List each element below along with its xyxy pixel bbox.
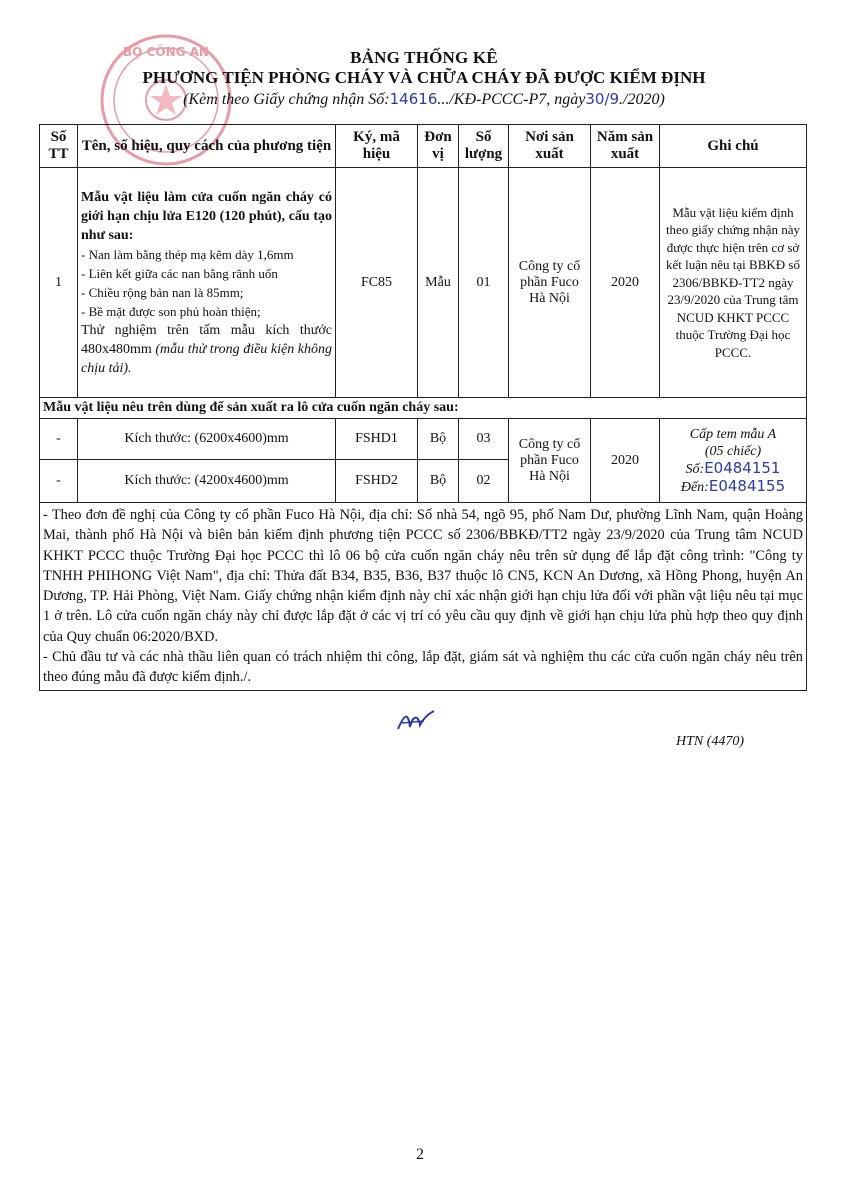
notes-paragraph-1: - Theo đơn đề nghị của Công ty cổ phần Fuco Hà Nội, địa chỉ: Số nhà 54, ngõ 95, phố Nam Dư, phường Lĩnh Nam, quận Hoàng Mai, thành phố Hà Nội và biên bản kiểm định phương tiện PCCC số 2306/BBKĐ/TT2 ngày 23/9/2020 của Trung tâm NCUD KHKT PCCC thuộc Trường Đại học PCCC thì lô 06 bộ cửa cuốn ngăn cháy nêu trên sử dụng để lắp đặt công trình: "Công ty TNHH PHIHONG Việt Nam", địa chỉ: Thửa đất B34, B35, B36, B37 thuộc lô CN5, KCN An Dương, xã Hồng Phong, huyện An Dương, TP. Hải Phòng, Việt Nam. Giấy chứng nhận kiểm định này chỉ xác nhận giới hạn chịu lửa đối với phần vật liệu nêu tại mục 1 ở trên. Lô cửa cuốn ngăn cháy này chỉ được lắp đặt ở các vị trí có yêu cầu quy định về giới hạn chịu lửa phù hợp theo quy định của Quy chuẩn 06:2020/BXD. bbox=[43, 507, 803, 645]
document-title-line1: BẢNG THỐNG KÊ bbox=[350, 48, 498, 67]
row1-maker: Công ty cổ phần Fuco Hà Nội bbox=[509, 168, 591, 398]
document-title-line2: PHƯƠNG TIỆN PHÒNG CHÁY VÀ CHỮA CHÁY ĐÃ ĐƯỢC KIỂM ĐỊNH bbox=[142, 68, 706, 87]
signature-mark bbox=[394, 707, 438, 735]
row1-year: 2020 bbox=[591, 168, 660, 398]
header-maker: Nơi sản xuất bbox=[509, 125, 591, 168]
header-year: Năm sản xuất bbox=[591, 125, 660, 168]
lot-row-stt: - bbox=[40, 419, 78, 460]
lot-row-unit: Bộ bbox=[418, 460, 459, 503]
subtitle-suffix: ./2020) bbox=[619, 91, 665, 108]
row1-item: - Liên kết giữa các nan bằng rãnh uốn bbox=[81, 265, 278, 281]
header-unit: Đơn vị bbox=[418, 125, 459, 168]
table-row bbox=[40, 419, 807, 460]
stamp-info bbox=[660, 419, 807, 503]
lot-row-code: FSHD2 bbox=[336, 460, 418, 503]
row1-item: - Chiều rộng bản nan là 85mm; bbox=[81, 284, 244, 300]
subtitle-middle: .../KĐ-PCCC-P7, ngày bbox=[437, 91, 586, 108]
notes-cell bbox=[40, 503, 807, 691]
lot-row-name: Kích thước: (6200x4600)mm bbox=[78, 419, 336, 460]
stamp-from bbox=[663, 460, 803, 478]
header-code: Ký, mã hiệu bbox=[336, 125, 418, 168]
table-row bbox=[40, 168, 807, 398]
row1-qty: 01 bbox=[459, 168, 509, 398]
notes-row bbox=[40, 503, 807, 691]
cert-date-handwritten: 30/9 bbox=[585, 90, 620, 108]
header-name: Tên, số hiệu, quy cách của phương tiện bbox=[78, 125, 336, 168]
row1-unit: Mẫu bbox=[418, 168, 459, 398]
row1-item: - Nan làm bằng thép mạ kẽm dày 1,6mm bbox=[81, 246, 294, 262]
stamp-line1: Cấp tem mẫu A bbox=[689, 426, 777, 442]
lot-row-qty: 02 bbox=[459, 460, 509, 503]
section-label-row bbox=[40, 398, 807, 419]
reference-code: HTN (4470) bbox=[676, 734, 745, 749]
notes-paragraph-2: - Chủ đầu tư và các nhà thầu liên quan có trách nhiệm thi công, lắp đặt, giám sát và nghiệm thu các cửa cuốn ngăn cháy nêu trên theo đúng mẫu đã được kiểm định./. bbox=[43, 649, 803, 686]
cert-number-handwritten: 14616 bbox=[389, 90, 438, 108]
stamp-from-value: E0484151 bbox=[704, 458, 781, 477]
stamp-line2: (05 chiếc) bbox=[704, 443, 762, 459]
page-number: 2 bbox=[416, 1146, 424, 1163]
header-qty: Số lượng bbox=[459, 125, 509, 168]
lot-row-stt: - bbox=[40, 460, 78, 503]
section-label: Mẫu vật liệu nêu trên dùng để sản xuất ra lô cửa cuốn ngăn cháy sau: bbox=[40, 398, 807, 419]
row1-code: FC85 bbox=[336, 168, 418, 398]
lot-row-code: FSHD1 bbox=[336, 419, 418, 460]
row1-stt: 1 bbox=[40, 168, 78, 398]
stamp-to bbox=[663, 478, 803, 496]
lot-row-name: Kích thước: (4200x4600)mm bbox=[78, 460, 336, 503]
header-stt: Số TT bbox=[40, 125, 78, 168]
row1-test-note: (mẫu thử trong điều kiện không chịu tải). bbox=[81, 341, 332, 376]
lot-year: 2020 bbox=[591, 419, 660, 503]
lot-maker: Công ty cổ phần Fuco Hà Nội bbox=[509, 419, 591, 503]
svg-text:BỘ CÔNG AN: BỘ CÔNG AN bbox=[123, 45, 209, 59]
equipment-table bbox=[39, 124, 807, 691]
header-note: Ghi chú bbox=[660, 125, 807, 168]
stamp-to-value: E0484155 bbox=[708, 476, 786, 495]
row1-note: Mẫu vật liệu kiểm định theo giấy chứng nhận này được thực hiện trên cơ sở kết luận nêu tại BBKĐ số 2306/BBKĐ-TT2 ngày 23/9/2020 của Trung tâm NCUD KHKT PCCC thuộc Trường Đại học PCCC. bbox=[660, 168, 807, 398]
row1-test-text: Thử nghiệm trên tấm mẫu kích thước 480x480mm bbox=[81, 322, 332, 357]
stamp-to-label: Đến: bbox=[680, 479, 709, 495]
row1-item: - Bề mặt được son phủ hoàn thiện; bbox=[81, 303, 261, 319]
row1-description bbox=[78, 168, 336, 398]
subtitle-prefix: (Kèm theo Giấy chứng nhận Số: bbox=[183, 91, 390, 108]
stamp-from-label: Số: bbox=[685, 461, 705, 477]
row1-desc-title: Mẫu vật liệu làm cửa cuốn ngăn cháy có giới hạn chịu lửa E120 (120 phút), cấu tạo như sau: bbox=[81, 189, 332, 243]
lot-row-unit: Bộ bbox=[418, 419, 459, 460]
row1-test bbox=[81, 321, 332, 378]
lot-row-qty: 03 bbox=[459, 419, 509, 460]
table-header-row bbox=[40, 125, 807, 168]
document-subtitle bbox=[0, 90, 848, 109]
